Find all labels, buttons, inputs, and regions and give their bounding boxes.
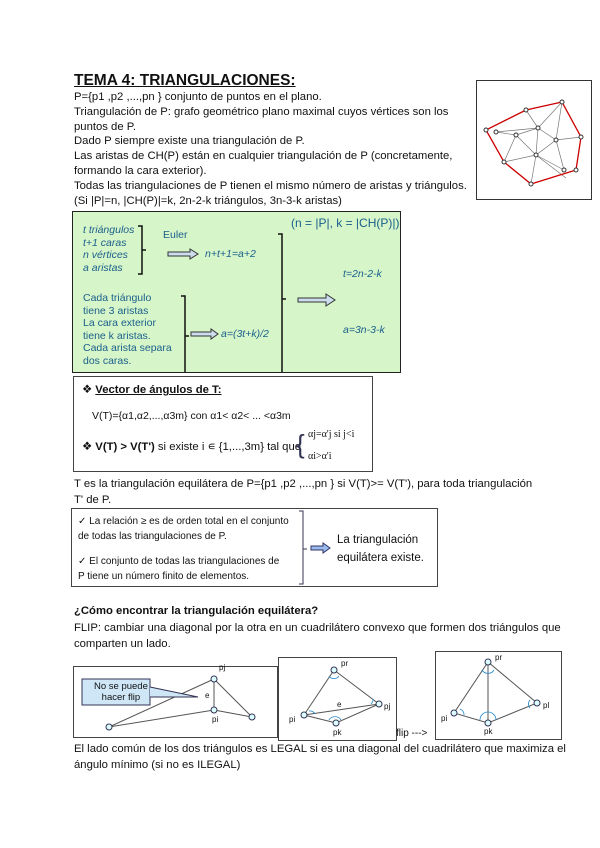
- claim-2: [78, 554, 279, 584]
- line: t triángulos: [83, 224, 135, 236]
- brace-arrow: [297, 509, 337, 586]
- nk-definition: (n = |P|, k = |CH(P)|): [291, 216, 400, 230]
- edge-list: [83, 292, 172, 367]
- label-pk: pk: [484, 727, 493, 736]
- line: a aristas: [83, 261, 123, 274]
- t-result: t=2n-2-k: [343, 268, 382, 280]
- line: Todas las triangulaciones de P tienen el mismo número de aristas y triángulos.: [74, 179, 467, 192]
- flip-heading: ¿Cómo encontrar la triangulación equilátera?: [74, 605, 319, 617]
- flip-arrow-label: flip --->: [396, 728, 428, 739]
- line: FLIP: cambiar una diagonal por la otra en un cuadrilátero convexo que formen dos triángulos que: [74, 622, 561, 634]
- legal-definition: [74, 742, 566, 773]
- line: P tiene un número finito de elementos.: [78, 571, 250, 582]
- line: No se puede: [94, 681, 148, 692]
- angle-vector-box: [73, 376, 373, 472]
- a-result: a=3n-3-k: [343, 324, 385, 336]
- label-pr: pr: [495, 653, 503, 662]
- line: ✓ El conjunto de todas las triangulaciones de: [78, 556, 280, 567]
- comparison-bold: V(T) > V(T'): [95, 441, 155, 453]
- condition-1: αj=α'j si j<i: [308, 429, 355, 440]
- euler-box: [72, 211, 401, 373]
- claim-1: [78, 514, 289, 544]
- label-e: e: [337, 700, 342, 709]
- page-title: TEMA 4: TRIANGULACIONES:: [74, 72, 296, 89]
- heading-text: Vector de ángulos de T:: [95, 384, 222, 396]
- line: P={p1 ,p2 ,...,pn } conjunto de puntos en el plano.: [74, 91, 322, 103]
- label-pj: pj: [384, 702, 391, 711]
- line: La cara exterior: [83, 317, 156, 329]
- flip-text: [74, 621, 561, 652]
- line: tiene 3 aristas: [83, 304, 149, 317]
- label-pi: pi: [441, 714, 448, 723]
- callout-text: [94, 681, 148, 703]
- line: ✓ La relación ≥ es de orden total en el conjunto: [78, 516, 289, 527]
- equilateral-definition: [74, 477, 532, 508]
- line: puntos de P.: [74, 120, 136, 133]
- line: T' de P.: [74, 493, 112, 506]
- line: t+1 caras: [83, 236, 127, 249]
- quantity-list: [83, 224, 134, 274]
- line: n vértices: [83, 249, 128, 261]
- after-flip-diagram: [436, 652, 561, 739]
- label-pj: pj: [219, 663, 226, 672]
- existence-result: [337, 531, 424, 567]
- line: T es la triangulación equilátera de P={p1 ,p2 ,...,pn } si V(T)>= V(T'), para toda triangulación: [74, 478, 533, 490]
- line: tiene k aristas.: [83, 329, 151, 342]
- label-pk: pk: [333, 728, 342, 737]
- line: Las aristas de CH(P) están en cualquier triangulación de P (concretamente,: [74, 150, 453, 163]
- line: El lado común de los dos triángulos es LEGAL si es una diagonal del cuadrilátero que maximiza el: [74, 743, 566, 755]
- comparison-rest: si existe i ∊ {1,...,3m} tal que: [154, 441, 302, 453]
- line: Cada arista separa: [83, 342, 172, 354]
- before-flip-figure: [278, 657, 397, 741]
- line: ángulo mínimo (si no es ILEGAL): [74, 758, 241, 771]
- line: Cada triángulo: [83, 292, 152, 304]
- euler-label: Euler: [163, 229, 188, 241]
- line: La triangulación: [337, 534, 419, 546]
- label-pi: pi: [212, 715, 219, 724]
- line: Dado P siempre existe una triangulación de P.: [74, 135, 305, 148]
- intro-text: [74, 90, 467, 208]
- existence-box: [71, 508, 438, 587]
- line: formando la cara exterior).: [74, 164, 207, 177]
- after-flip-figure: [435, 651, 562, 740]
- label-pi: pi: [289, 715, 296, 724]
- triangulation-figure: [476, 80, 592, 200]
- line: Triangulación de P: grafo geométrico plano maximal cuyos vértices son los: [74, 105, 449, 118]
- label-e: e: [205, 691, 210, 700]
- vector-definition: V(T)={α1,α2,...,α3m} con α1< α2< ... <α3m: [92, 410, 291, 422]
- line: (Si |P|=n, |CH(P)|=k, 2n-2-k triángulos, 3n-3-k aristas): [74, 194, 342, 207]
- line: comparten un lado.: [74, 637, 171, 650]
- condition-2: αi>α'i: [308, 451, 332, 462]
- comparison: ❖ V(T) > V(T') si existe i ∊ {1,...,3m} tal que: [82, 441, 302, 453]
- a-equation: a=(3t+k)/2: [221, 328, 269, 340]
- line: hacer flip: [101, 692, 141, 703]
- curly-brace: {: [296, 429, 305, 459]
- angle-vector-heading: ❖ Vector de ángulos de T:: [82, 384, 222, 396]
- line: de todas las triangulaciones de P.: [78, 531, 227, 542]
- line: equilátera existe.: [337, 552, 424, 564]
- no-flip-figure: [73, 663, 278, 738]
- line: dos caras.: [83, 354, 132, 367]
- euler-equation: n+t+1=a+2: [205, 248, 256, 260]
- label-pl: pl: [543, 701, 550, 710]
- label-pr: pr: [341, 659, 349, 668]
